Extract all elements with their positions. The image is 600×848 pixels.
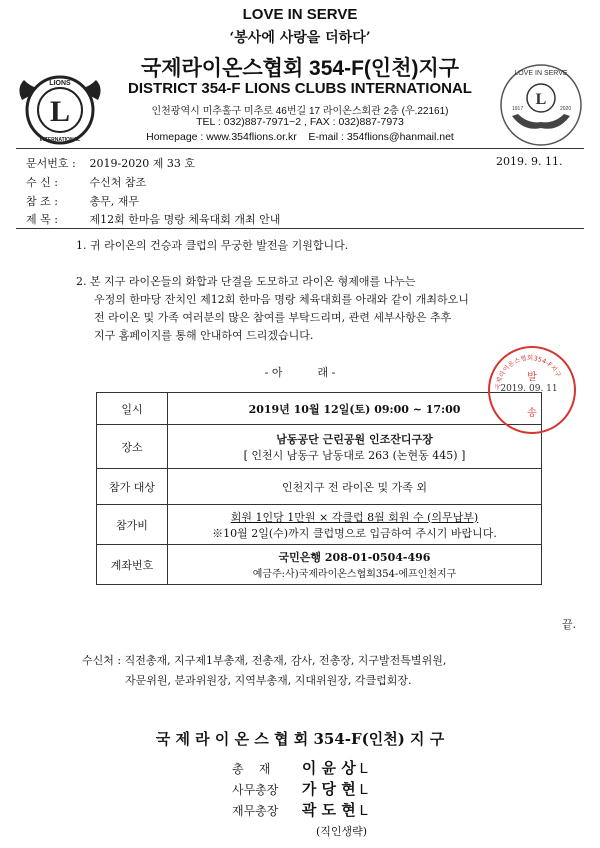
- body-paragraph-2-line-3: 전 라이온 및 가족 여러분의 많은 참여를 부탁드리며, 관련 세부사항은 추후: [94, 311, 452, 324]
- doc-number-label: 문서번호 :: [26, 157, 76, 170]
- cc-label: 참 조 :: [26, 195, 58, 208]
- org-tel-fax: TEL : 032)887-7971~2 , FAX : 032)887-7973: [196, 116, 404, 128]
- body-paragraph-2-line-2: 우정의 한마당 잔치인 제12회 한마음 명랑 체육대회를 아래와 같이 개최하오니: [94, 293, 469, 306]
- table-row: [97, 425, 542, 469]
- table-row: [97, 505, 542, 545]
- signature-row: [232, 778, 368, 799]
- cc: 총무, 재무: [89, 195, 139, 208]
- cc-row: [26, 193, 139, 207]
- event-details-table: [96, 392, 542, 585]
- signature-name: 곽 도 현: [301, 801, 356, 819]
- recipients-line-1: 수신처 : 직전총재, 지구제1부총재, 전총재, 감사, 전총장, 지구발전특별위원,: [82, 654, 447, 667]
- meta-divider: [16, 228, 584, 229]
- table-key: 일시: [97, 393, 168, 425]
- signature-suffix: L: [359, 781, 368, 798]
- table-value-line: ※10월 2일(수)까지 클럽명으로 입금하여 주시기 바랍니다.: [212, 526, 497, 540]
- stamp-top-char: 발: [527, 372, 537, 383]
- signature-title: 재무총장: [232, 804, 279, 818]
- signature-row: [232, 799, 368, 820]
- signature-suffix: L: [359, 802, 368, 819]
- table-value: [168, 545, 542, 585]
- org-address: 인천광역시 미추홀구 미추로 46번길 17 라이온스회관 2층 (우.22161): [151, 106, 449, 117]
- org-contact-row: [0, 131, 600, 143]
- recipient-row: [26, 174, 146, 188]
- table-value: [168, 505, 542, 545]
- svg-text:LOVE IN SERVE: LOVE IN SERVE: [514, 70, 568, 77]
- recipient-label: 수 신 :: [26, 176, 58, 189]
- body-paragraph-2-line-4: 지구 홈페이지를 통해 안내하여 드리겠습니다.: [94, 329, 314, 342]
- table-value-line: [ 인천시 남동구 남동대로 263 (논현동 445) ]: [243, 448, 466, 462]
- table-value-line: 회원 1인당 1만원 × 각클럽 8월 회원 수 (의무납부): [230, 510, 479, 524]
- table-value: 2019년 10월 12일(토) 09:00 ~ 17:00: [168, 393, 542, 425]
- doc-number-row: [26, 155, 195, 169]
- svg-text:L: L: [535, 91, 547, 108]
- org-name-english: DISTRICT 354-F LIONS CLUBS INTERNATIONAL: [128, 80, 472, 97]
- table-row: [97, 545, 542, 585]
- table-row: [97, 469, 542, 505]
- seal-omitted-note: (직인생략): [316, 825, 368, 838]
- table-key: 장소: [97, 425, 168, 469]
- body-paragraph-2-line-1: 2. 본 지구 라이온들의 화합과 단결을 도모하고 라이온 형제애를 나누는: [76, 275, 416, 288]
- signature-org: 국 제 라 이 온 스 협 회 354-F(인천) 지 구: [155, 730, 445, 748]
- svg-text:L: L: [49, 95, 71, 128]
- notice-heading: - 아 래 -: [264, 366, 336, 379]
- header-divider: [16, 148, 584, 149]
- svg-text:INTERNATIONAL: INTERNATIONAL: [39, 137, 81, 143]
- subject-row: [26, 211, 280, 225]
- doc-date: 2019. 9. 11.: [496, 155, 563, 168]
- subject-label: 제 목 :: [26, 213, 58, 226]
- dispatch-stamp: [488, 346, 576, 434]
- table-value-line: 남동공단 근린공원 인조잔디구장: [276, 432, 433, 446]
- stamp-bottom-char: 송: [527, 408, 537, 419]
- table-value: 인천지구 전 라이온 및 가족 외: [168, 469, 542, 505]
- table-key: 참가 대상: [97, 469, 168, 505]
- signature-name: 가 당 현: [301, 780, 356, 798]
- slogan-english: LOVE IN SERVE: [242, 6, 358, 23]
- org-email[interactable]: E-mail : 354flions@hanmail.net: [308, 131, 454, 143]
- signature-row: [232, 757, 368, 778]
- table-row: [97, 393, 542, 425]
- table-value-line: 국민은행 208-01-0504-496: [278, 551, 431, 564]
- end-mark: 끝.: [562, 618, 577, 631]
- table-key: 참가비: [97, 505, 168, 545]
- table-value: [168, 425, 542, 469]
- doc-number: 2019-2020 제 33 호: [89, 157, 195, 170]
- stamp-date: 2019. 09. 11: [500, 384, 558, 394]
- org-homepage[interactable]: Homepage : www.354flions.or.kr: [146, 131, 297, 143]
- recipient: 수신처 참조: [89, 176, 147, 189]
- signature-name: 이 윤 상: [301, 759, 356, 777]
- svg-text:국제라이온스협회354-F지구: 국제라이온스협회354-F지구: [493, 353, 563, 391]
- slogan-korean: ‘봉사에 사랑을 더하다’: [229, 30, 371, 46]
- signature-suffix: L: [359, 760, 368, 777]
- recipients-line-2: 자문위원, 분과위원장, 지역부총재, 지대위원장, 각클럽회장.: [125, 674, 412, 687]
- table-value-line: 예금주:사)국제라이온스협회354-에프인천지구: [252, 569, 457, 580]
- subject: 제12회 한마음 명랑 체육대회 개최 안내: [89, 213, 281, 226]
- table-key: 계좌번호: [97, 545, 168, 585]
- signature-title: 사무총장: [232, 783, 279, 797]
- signature-title: 총 재: [232, 762, 271, 776]
- org-name-korean: 국제라이온스협회 354-F(인천)지구: [140, 57, 460, 80]
- svg-text:1917: 1917: [512, 106, 524, 112]
- body-paragraph-1: 1. 귀 라이온의 건승과 클럽의 무궁한 발전을 기원합니다.: [76, 239, 349, 252]
- svg-text:LIONS: LIONS: [49, 80, 71, 87]
- svg-text:2020: 2020: [560, 106, 572, 112]
